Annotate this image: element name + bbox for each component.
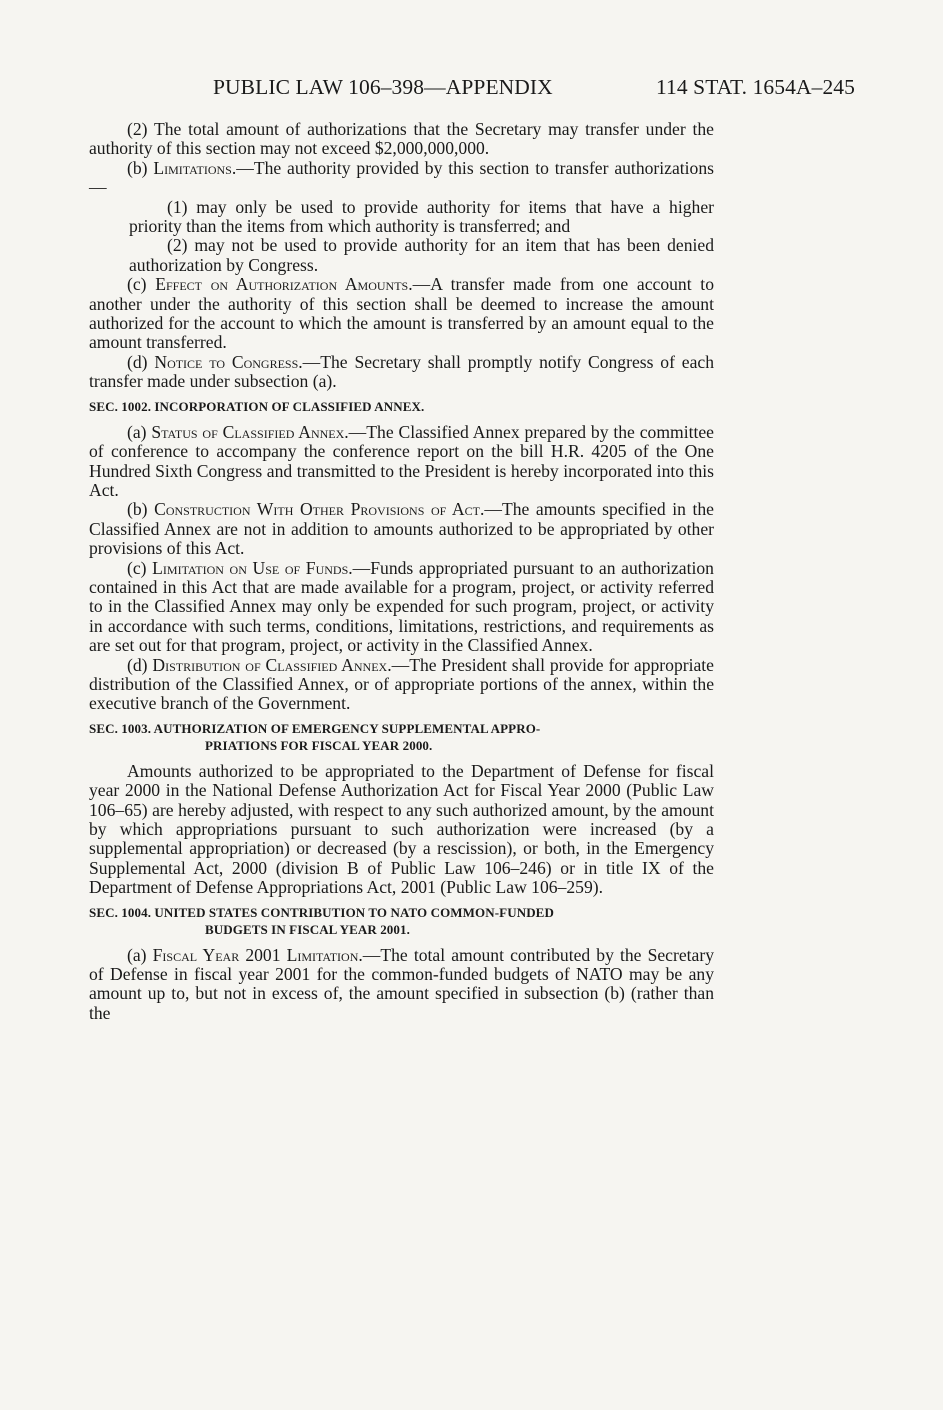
paragraph: Amounts authorized to be appropriated to the Department of Defense for fiscal year 2000 in the National Defense Authorization Act for Fiscal Year 2000 (Public Law 106–65) are hereby adjusted, with respect to any such authorized amount, by the amount by which appropriations pursuant to such authorization were increased (by a supplemental appropriation) or decreased (by a rescission), or both, in the Emergency Supplemental Act, 2000 (division B of Public Law 106–246) or in title IX of the Department of Defense Appropriations Act, 2001 (Public Law 106–259). — [89, 760, 714, 898]
paragraph: (b) Construction With Other Provisions of Act.—The amounts specified in the Classified Annex are not in addition to amounts authorized to be appropriated by other provisions of this Act. — [89, 499, 714, 559]
running-head-page-number: 114 STAT. 1654A–245 — [655, 75, 855, 99]
paragraph: (d) Notice to Congress.—The Secretary shall promptly notify Congress of each transfer made under subsection (a). — [89, 351, 715, 392]
section-heading-1004: SEC. 1004. UNITED STATES CONTRIBUTION TO NATO COMMON-FUNDED BUDGETS IN FISCAL YEAR 2001. — [89, 904, 554, 937]
subsection-caption: Fiscal Year 2001 Limitation — [152, 944, 359, 965]
paragraph: (a) Status of Classified Annex.—The Classified Annex prepared by the committee of conference to accompany the conference report on the bill H.R. 4205 of the One Hundred Sixth Congress and transmitted to the President is hereby incorporated into this Act. — [89, 421, 714, 500]
subsection-caption: Construction With Other Provisions of Act — [154, 499, 480, 520]
running-head-title: PUBLIC LAW 106–398—APPENDIX — [213, 75, 553, 99]
paragraph: (c) Limitation on Use of Funds.—Funds appropriated pursuant to an authorization contained in this Act that are made available for a program, project, or activity referred to in the Classified Annex may only be expended for such program, project, or activity in accordance with such terms, conditions, limitations, restrictions, and requirements as are set out for that program, project, or activity in the Classified Annex. — [89, 557, 714, 656]
paragraph: (b) Limitations.—The authority provided by this section to transfer authorizations— — [89, 157, 714, 198]
subsection-caption: Distribution of Classified Annex — [152, 654, 388, 675]
running-head — [213, 72, 855, 102]
paragraph: (c) Effect on Authorization Amounts.—A transfer made from one account to another under the authority of this section shall be deemed to increase the amount authorized for the account to which the amount is transferred by an amount equal to the amount transferred. — [89, 274, 714, 353]
paragraph: (2) The total amount of authorizations that the Secretary may transfer under the authority of this section may not exceed $2,000,000,000. — [89, 119, 714, 159]
subsection-caption: Limitations — [153, 157, 232, 178]
subsection-caption: Limitation on Use of Funds — [152, 557, 349, 578]
section-heading-1003: SEC. 1003. AUTHORIZATION OF EMERGENCY SUPPLEMENTAL APPRO- PRIATIONS FOR FISCAL YEAR 2000. — [89, 720, 541, 753]
body-text — [89, 120, 714, 1023]
subsection-caption: Notice to Congress — [154, 351, 299, 372]
list-item: (2) may not be used to provide authority for an item that has been denied authorization by Congress. — [129, 235, 714, 275]
paragraph: (a) Fiscal Year 2001 Limitation.—The total amount contributed by the Secretary of Defense in fiscal year 2001 for the common-funded budgets of NATO may be any amount up to, but not in excess of, the amount specified in subsection (b) (rather than the — [89, 944, 714, 1023]
section-heading-1002: SEC. 1002. INCORPORATION OF CLASSIFIED ANNEX. — [89, 398, 425, 414]
subsection-caption: Effect on Authorization Amounts — [155, 274, 409, 295]
list-item: (1) may only be used to provide authority for items that have a higher priority than the items from which authority is transferred; and — [129, 196, 714, 237]
subsection-caption: Status of Classified Annex — [151, 421, 345, 442]
paragraph: (d) Distribution of Classified Annex.—The President shall provide for appropriate distribution of the Classified Annex, or of appropriate portions of the annex, within the executive branch of the Government. — [89, 654, 714, 714]
